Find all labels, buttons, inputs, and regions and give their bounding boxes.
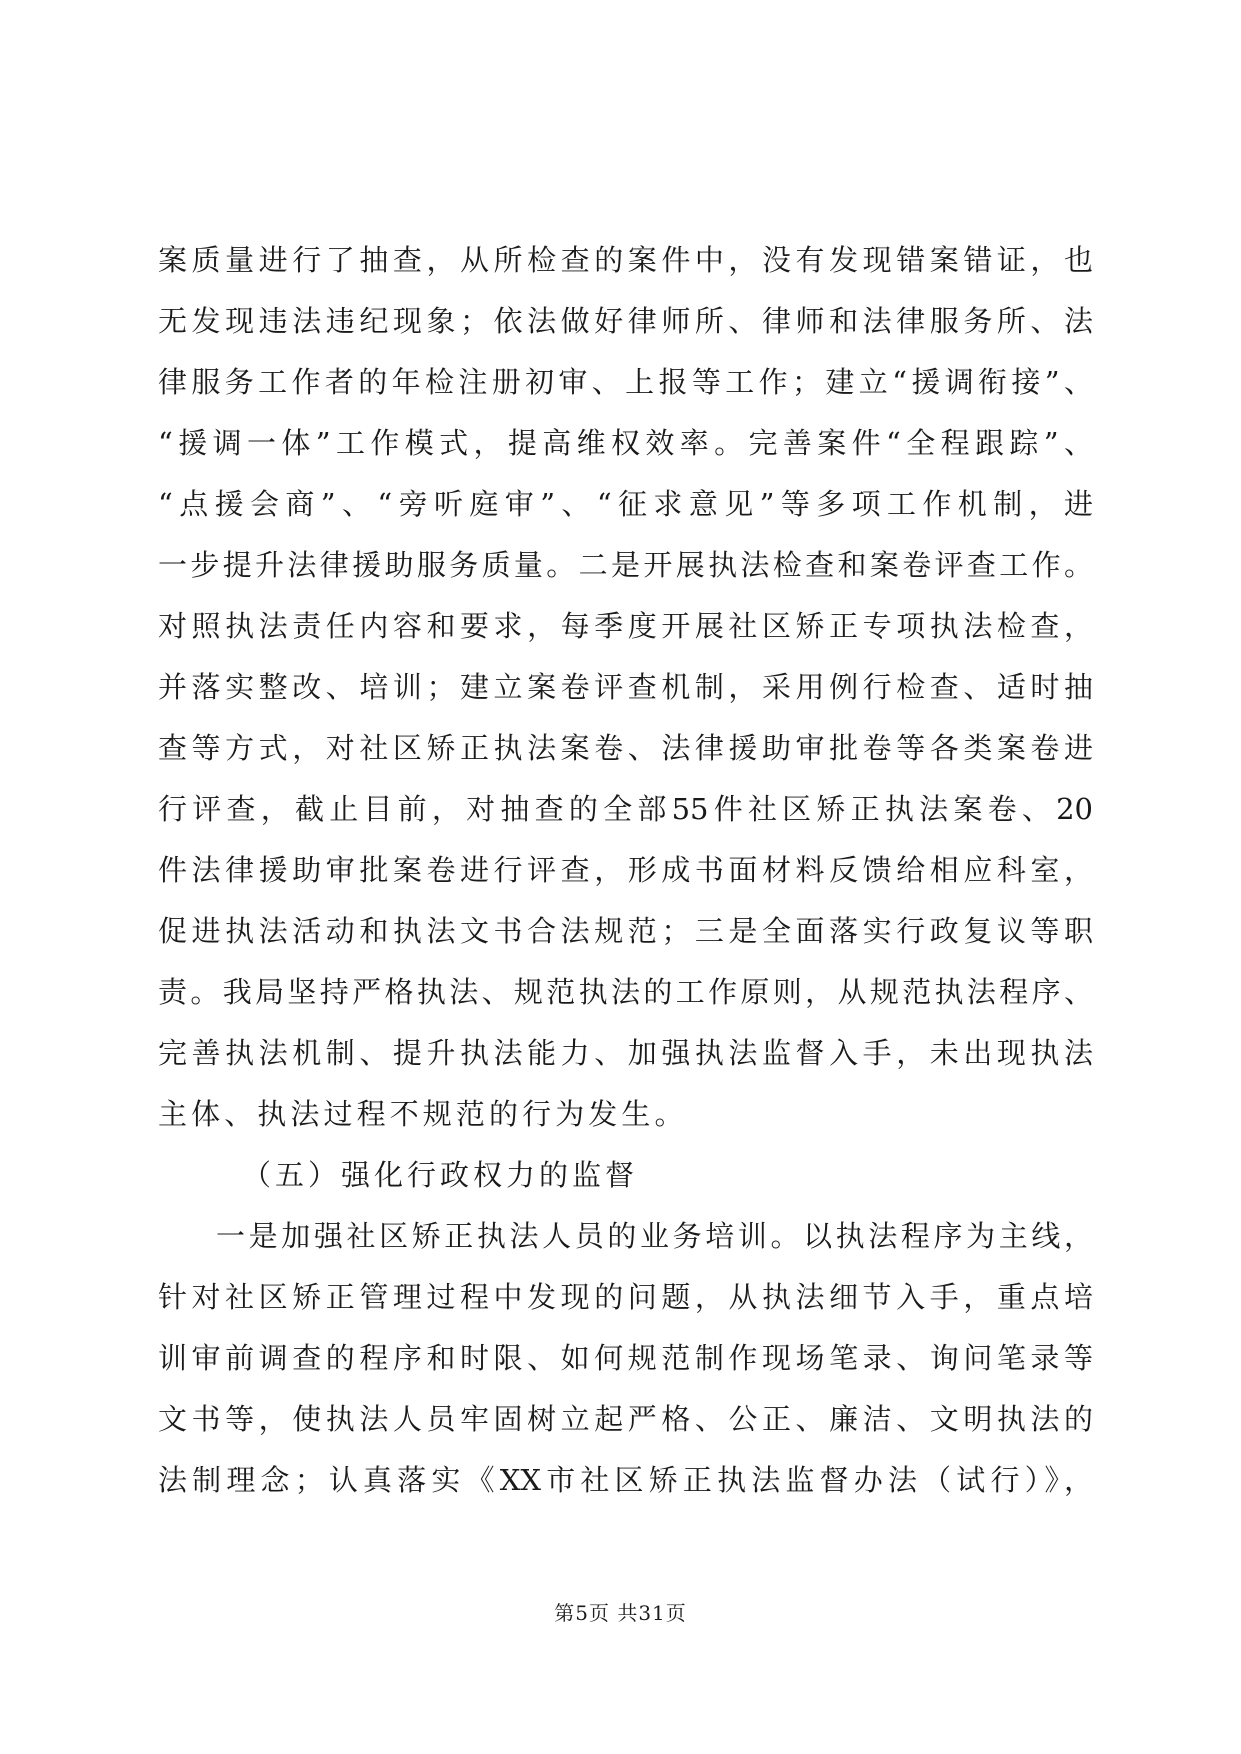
- body-line-11: 件法律援助审批案卷进行评查，形成书面材料反馈给相应科室，: [158, 853, 1093, 887]
- page-number-footer: 第5页 共31页: [554, 1601, 687, 1625]
- body-line-3: 律服务工作者的年检注册初审、上报等工作；建立“援调衔接”、: [158, 365, 1093, 399]
- body-line-10: 行评查，截止目前，对抽查的全部55件社区矫正执法案卷、20: [158, 792, 1093, 826]
- body-line-12: 促进执法活动和执法文书合法规范；三是全面落实行政复议等职: [158, 914, 1093, 948]
- body-line-20: 文书等，使执法人员牢固树立起严格、公正、廉洁、文明执法的: [158, 1402, 1093, 1436]
- body-line-18: 针对社区矫正管理过程中发现的问题，从执法细节入手，重点培: [158, 1280, 1093, 1314]
- body-line-19: 训审前调查的程序和时限、如何规范制作现场笔录、询问笔录等: [158, 1341, 1093, 1375]
- body-line-4: “援调一体”工作模式，提高维权效率。完善案件“全程跟踪”、: [158, 426, 1093, 460]
- body-line-21: 法制理念；认真落实《XX市社区矫正执法监督办法（试行）》，: [158, 1463, 1093, 1497]
- body-line-15: 主体、执法过程不规范的行为发生。: [158, 1097, 688, 1131]
- body-line-13: 责。我局坚持严格执法、规范执法的工作原则，从规范执法程序、: [158, 975, 1093, 1009]
- body-line-6: 一步提升法律援助服务质量。二是开展执法检查和案卷评查工作。: [158, 548, 1093, 582]
- document-body: [158, 230, 1093, 1511]
- body-line-14: 完善执法机制、提升执法能力、加强执法监督入手，未出现执法: [158, 1036, 1093, 1070]
- section-heading: （五）强化行政权力的监督: [242, 1158, 639, 1192]
- body-line-17: 一是加强社区矫正执法人员的业务培训。以执法程序为主线，: [216, 1219, 1093, 1253]
- body-line-5: “点援会商”、“旁听庭审”、“征求意见”等多项工作机制，进: [158, 487, 1093, 521]
- body-line-8: 并落实整改、培训；建立案卷评查机制，采用例行检查、适时抽: [158, 670, 1093, 704]
- body-line-7: 对照执法责任内容和要求，每季度开展社区矫正专项执法检查，: [158, 609, 1093, 643]
- body-line-1: 案质量进行了抽查，从所检查的案件中，没有发现错案错证，也: [158, 243, 1093, 277]
- body-line-2: 无发现违法违纪现象；依法做好律师所、律师和法律服务所、法: [158, 304, 1093, 338]
- body-line-9: 查等方式，对社区矫正执法案卷、法律援助审批卷等各类案卷进: [158, 731, 1093, 765]
